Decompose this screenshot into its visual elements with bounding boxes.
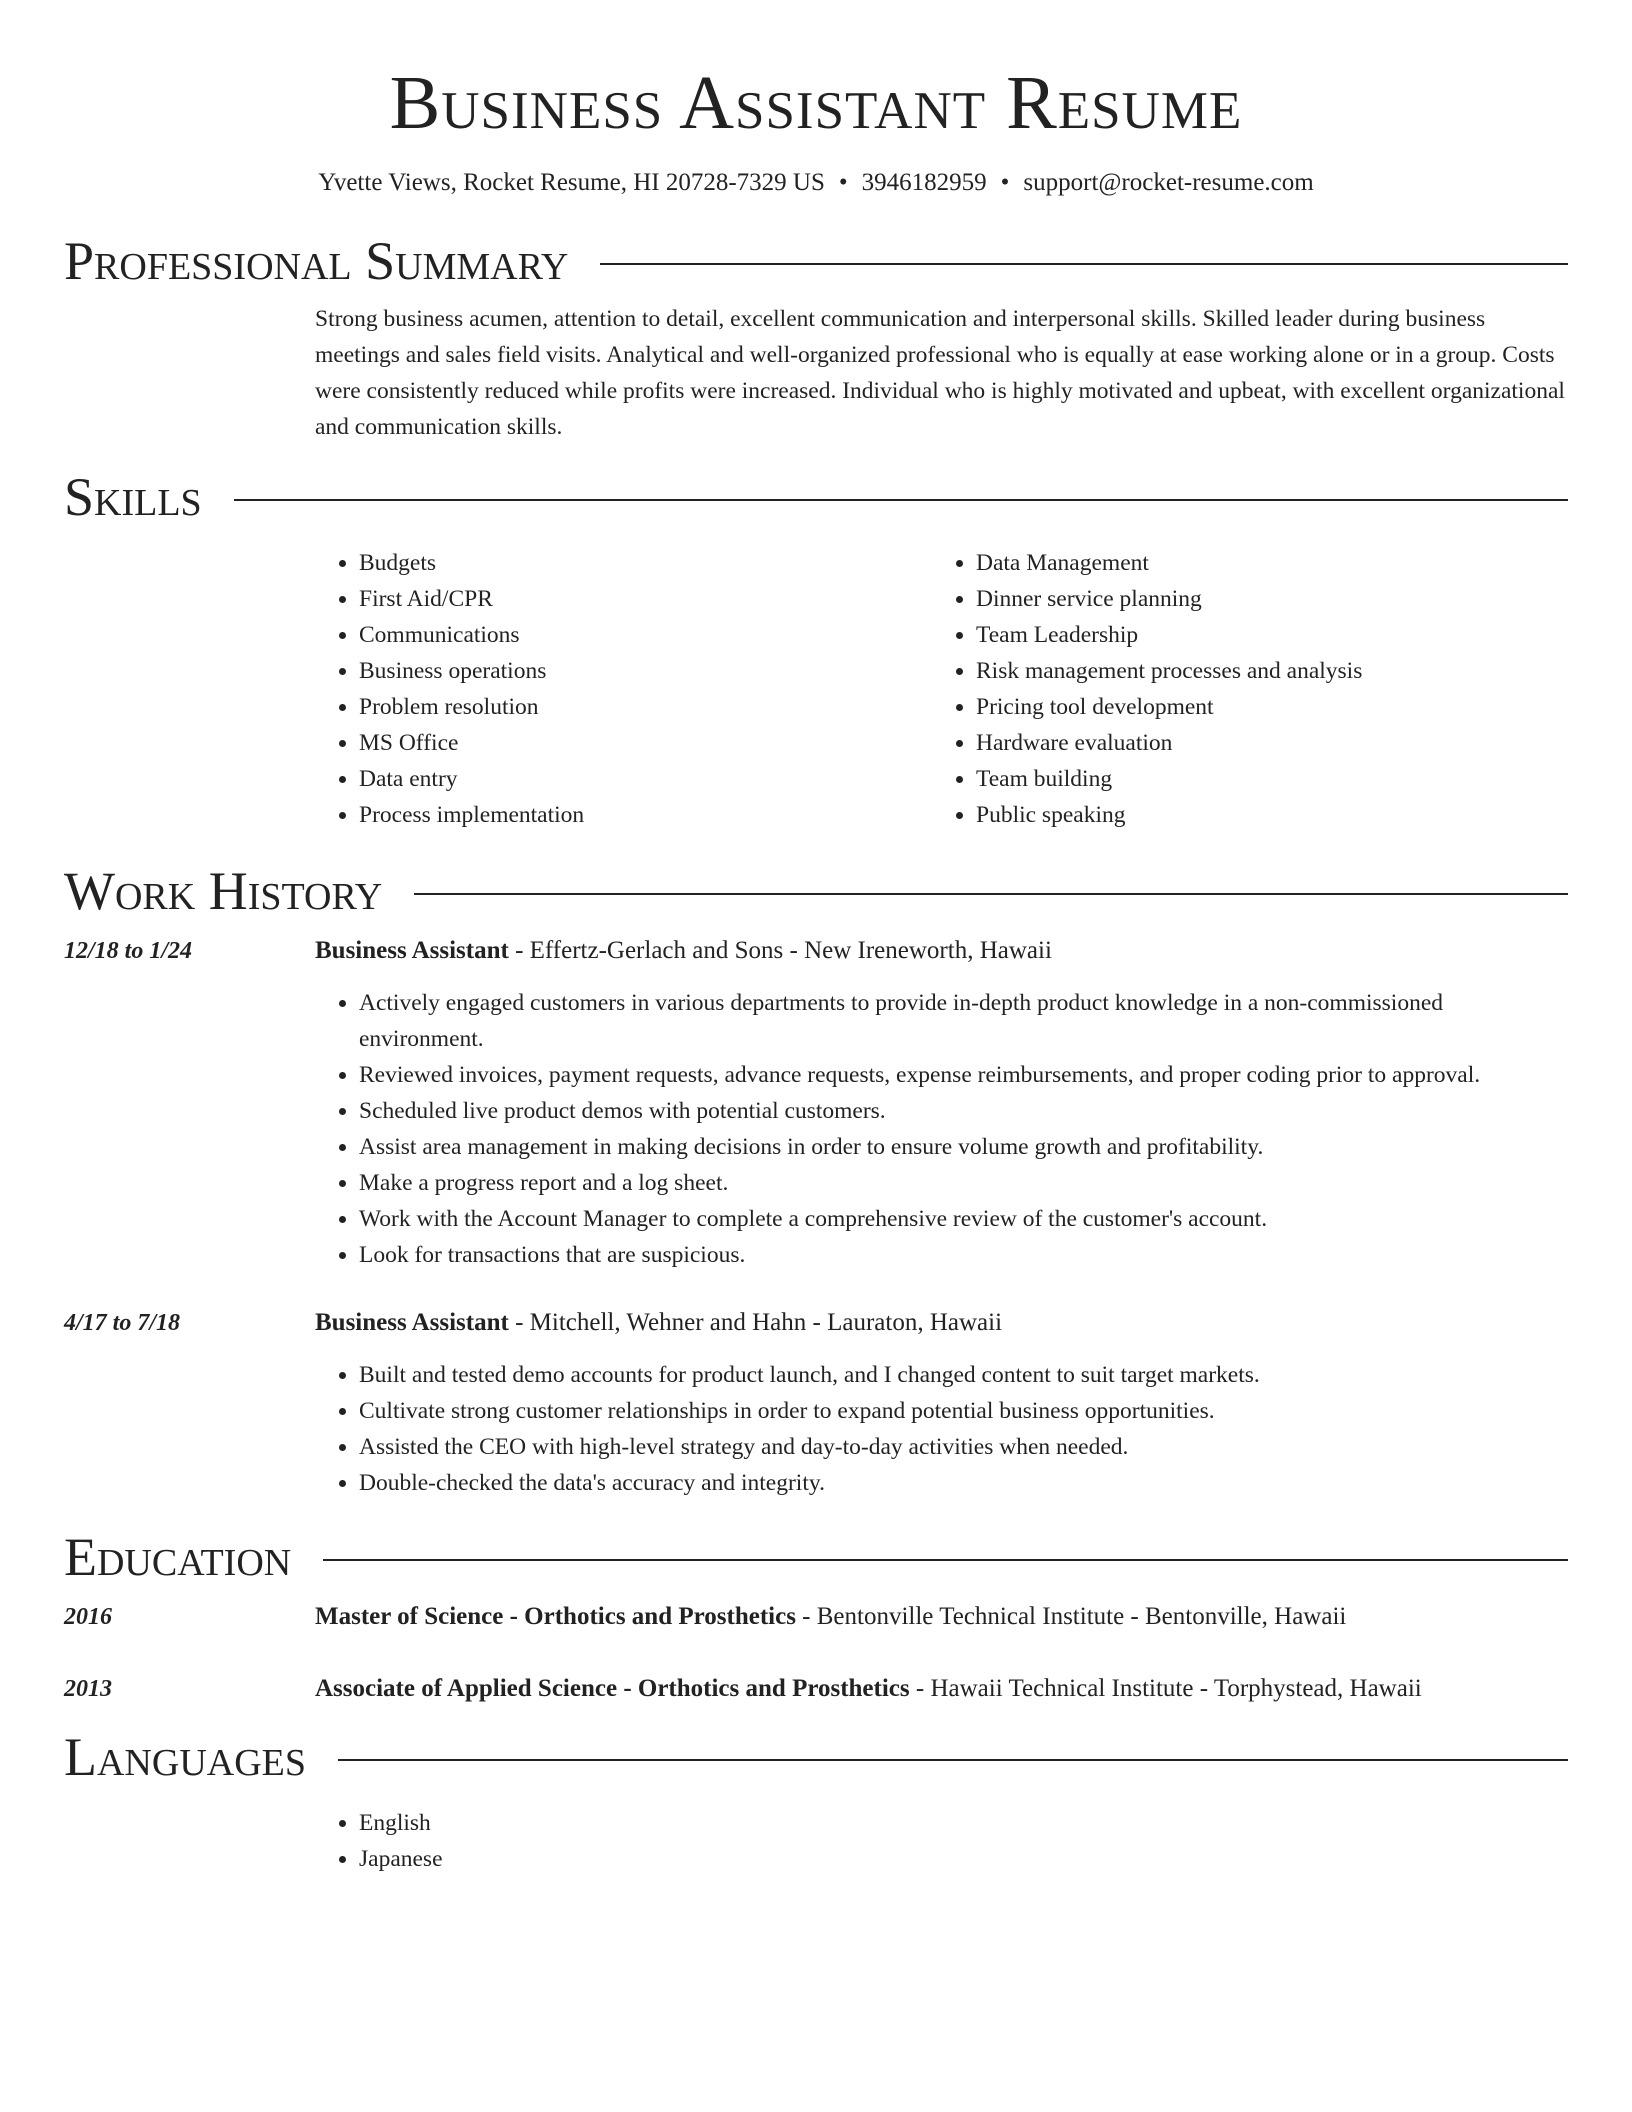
job-body [315, 1305, 1568, 1501]
skill-item: • Business operations [359, 653, 932, 689]
job-body [315, 933, 1568, 1273]
section-divider [600, 263, 1568, 265]
section-divider [323, 1559, 1568, 1561]
resume-page [64, 0, 1568, 1877]
skill-item: • MS Office [359, 725, 932, 761]
skill-item: • First Aid/CPR [359, 581, 932, 617]
section-header [64, 231, 1568, 291]
job-bullet: • Actively engaged customers in various departments to provide in-depth product knowledge in a non-commissioned environment. [359, 985, 1568, 1057]
contact-address: Yvette Views, Rocket Resume, HI 20728-7329 US [318, 169, 825, 196]
section-title-summary: Professional Summary [64, 231, 569, 291]
contact-phone: 3946182959 [861, 169, 987, 196]
education-degree: Associate of Applied Science - Orthotics and Prosthetics [315, 1675, 910, 1702]
language-item: • Japanese [359, 1841, 1568, 1877]
job-bullet: • Assisted the CEO with high-level strategy and day-to-day activities when needed. [359, 1429, 1568, 1465]
skill-item: • Pricing tool development [976, 689, 1549, 725]
education-entry [64, 1671, 1568, 1707]
education-school: - Bentonville Technical Institute - Bentonville, Hawaii [795, 1603, 1347, 1630]
job-bullet: • Scheduled live product demos with potential customers. [359, 1093, 1568, 1129]
contact-separator: • [838, 169, 848, 196]
job-bullet: • Reviewed invoices, payment requests, advance requests, expense reimbursements, and proper coding prior to approval. [359, 1057, 1568, 1093]
skill-item: • Team Leadership [976, 617, 1549, 653]
education-year: 2013 [64, 1676, 112, 1702]
education-detail [315, 1599, 1568, 1635]
education-school: - Hawaii Technical Institute - Torphystead, Hawaii [909, 1675, 1422, 1702]
job-bullet: • Cultivate strong customer relationships in order to expand potential business opportunities. [359, 1393, 1568, 1429]
job-bullet: • Make a progress report and a log sheet. [359, 1165, 1568, 1201]
languages-content [315, 1805, 1568, 1877]
section-divider [414, 893, 1568, 895]
job-bullet: • Built and tested demo accounts for product launch, and I changed content to suit target markets. [359, 1357, 1568, 1393]
skill-item: • Risk management processes and analysis [976, 653, 1549, 689]
education-detail [315, 1671, 1568, 1707]
summary-section [64, 231, 1568, 445]
job-bullets [315, 985, 1568, 1273]
job-header [315, 933, 1568, 969]
job-employer: - Effertz-Gerlach and Sons - New Ireneworth, Hawaii [508, 937, 1052, 964]
skills-list-right [932, 545, 1549, 833]
skill-item: • Data Management [976, 545, 1549, 581]
languages-section [64, 1727, 1568, 1877]
contact-separator: • [1000, 169, 1010, 196]
section-header [64, 467, 1568, 527]
skills-column-right [932, 545, 1549, 833]
job-title: Business Assistant [315, 937, 509, 964]
education-degree: Master of Science - Orthotics and Prosthetics [315, 1603, 796, 1630]
skill-item: • Hardware evaluation [976, 725, 1549, 761]
section-divider [234, 499, 1568, 501]
job-bullet: • Assist area management in making decisions in order to ensure volume growth and profitability. [359, 1129, 1568, 1165]
skills-grid [315, 545, 1568, 833]
job-bullets [315, 1357, 1568, 1501]
job-employer: - Mitchell, Wehner and Hahn - Lauraton, Hawaii [508, 1309, 1003, 1336]
section-title-work-history: Work History [64, 861, 383, 921]
job-bullet: • Double-checked the data's accuracy and integrity. [359, 1465, 1568, 1501]
job-dates: 4/17 to 7/18 [64, 1310, 181, 1336]
contact-line [64, 166, 1568, 200]
skills-list-left [315, 545, 932, 833]
skills-section [64, 467, 1568, 833]
work-history-section [64, 861, 1568, 1501]
job-title: Business Assistant [315, 1309, 509, 1336]
section-header [64, 1527, 1568, 1587]
section-title-education: Education [64, 1527, 292, 1587]
job-dates: 12/18 to 1/24 [64, 938, 193, 964]
summary-text: Strong business acumen, attention to detail, excellent communication and interpersonal skills. Skilled leader during business meetings and sales field visits. Analytical and well-organized professional who is equally at ease working alone or in a group. Costs were consistently reduced while profits were increased. Individual who is highly motivated and upbeat, with excellent organizational and communication skills. [315, 306, 1565, 440]
job-header [315, 1305, 1568, 1341]
section-title-languages: Languages [64, 1727, 306, 1787]
section-header [64, 861, 1568, 921]
skill-item: • Communications [359, 617, 932, 653]
job-bullet: • Look for transactions that are suspicious. [359, 1237, 1568, 1273]
job-bullet: • Work with the Account Manager to complete a comprehensive review of the customer's account. [359, 1201, 1568, 1237]
contact-email: support@rocket-resume.com [1023, 169, 1314, 196]
skill-item: • Data entry [359, 761, 932, 797]
section-title-skills: Skills [64, 467, 202, 527]
skill-item: • Problem resolution [359, 689, 932, 725]
skill-item: • Process implementation [359, 797, 932, 833]
education-year: 2016 [64, 1604, 112, 1630]
section-header [64, 1727, 1568, 1787]
skill-item: • Dinner service planning [976, 581, 1549, 617]
skill-item: • Budgets [359, 545, 932, 581]
skill-item: • Team building [976, 761, 1549, 797]
job-entry [64, 933, 1568, 1273]
resume-title: Business Assistant Resume [389, 61, 1243, 145]
language-item: • English [359, 1805, 1568, 1841]
languages-list [315, 1805, 1568, 1877]
education-entry [64, 1599, 1568, 1635]
education-section [64, 1527, 1568, 1707]
section-divider [338, 1759, 1568, 1761]
job-entry [64, 1305, 1568, 1501]
skill-item: • Public speaking [976, 797, 1549, 833]
skills-column-left [315, 545, 932, 833]
